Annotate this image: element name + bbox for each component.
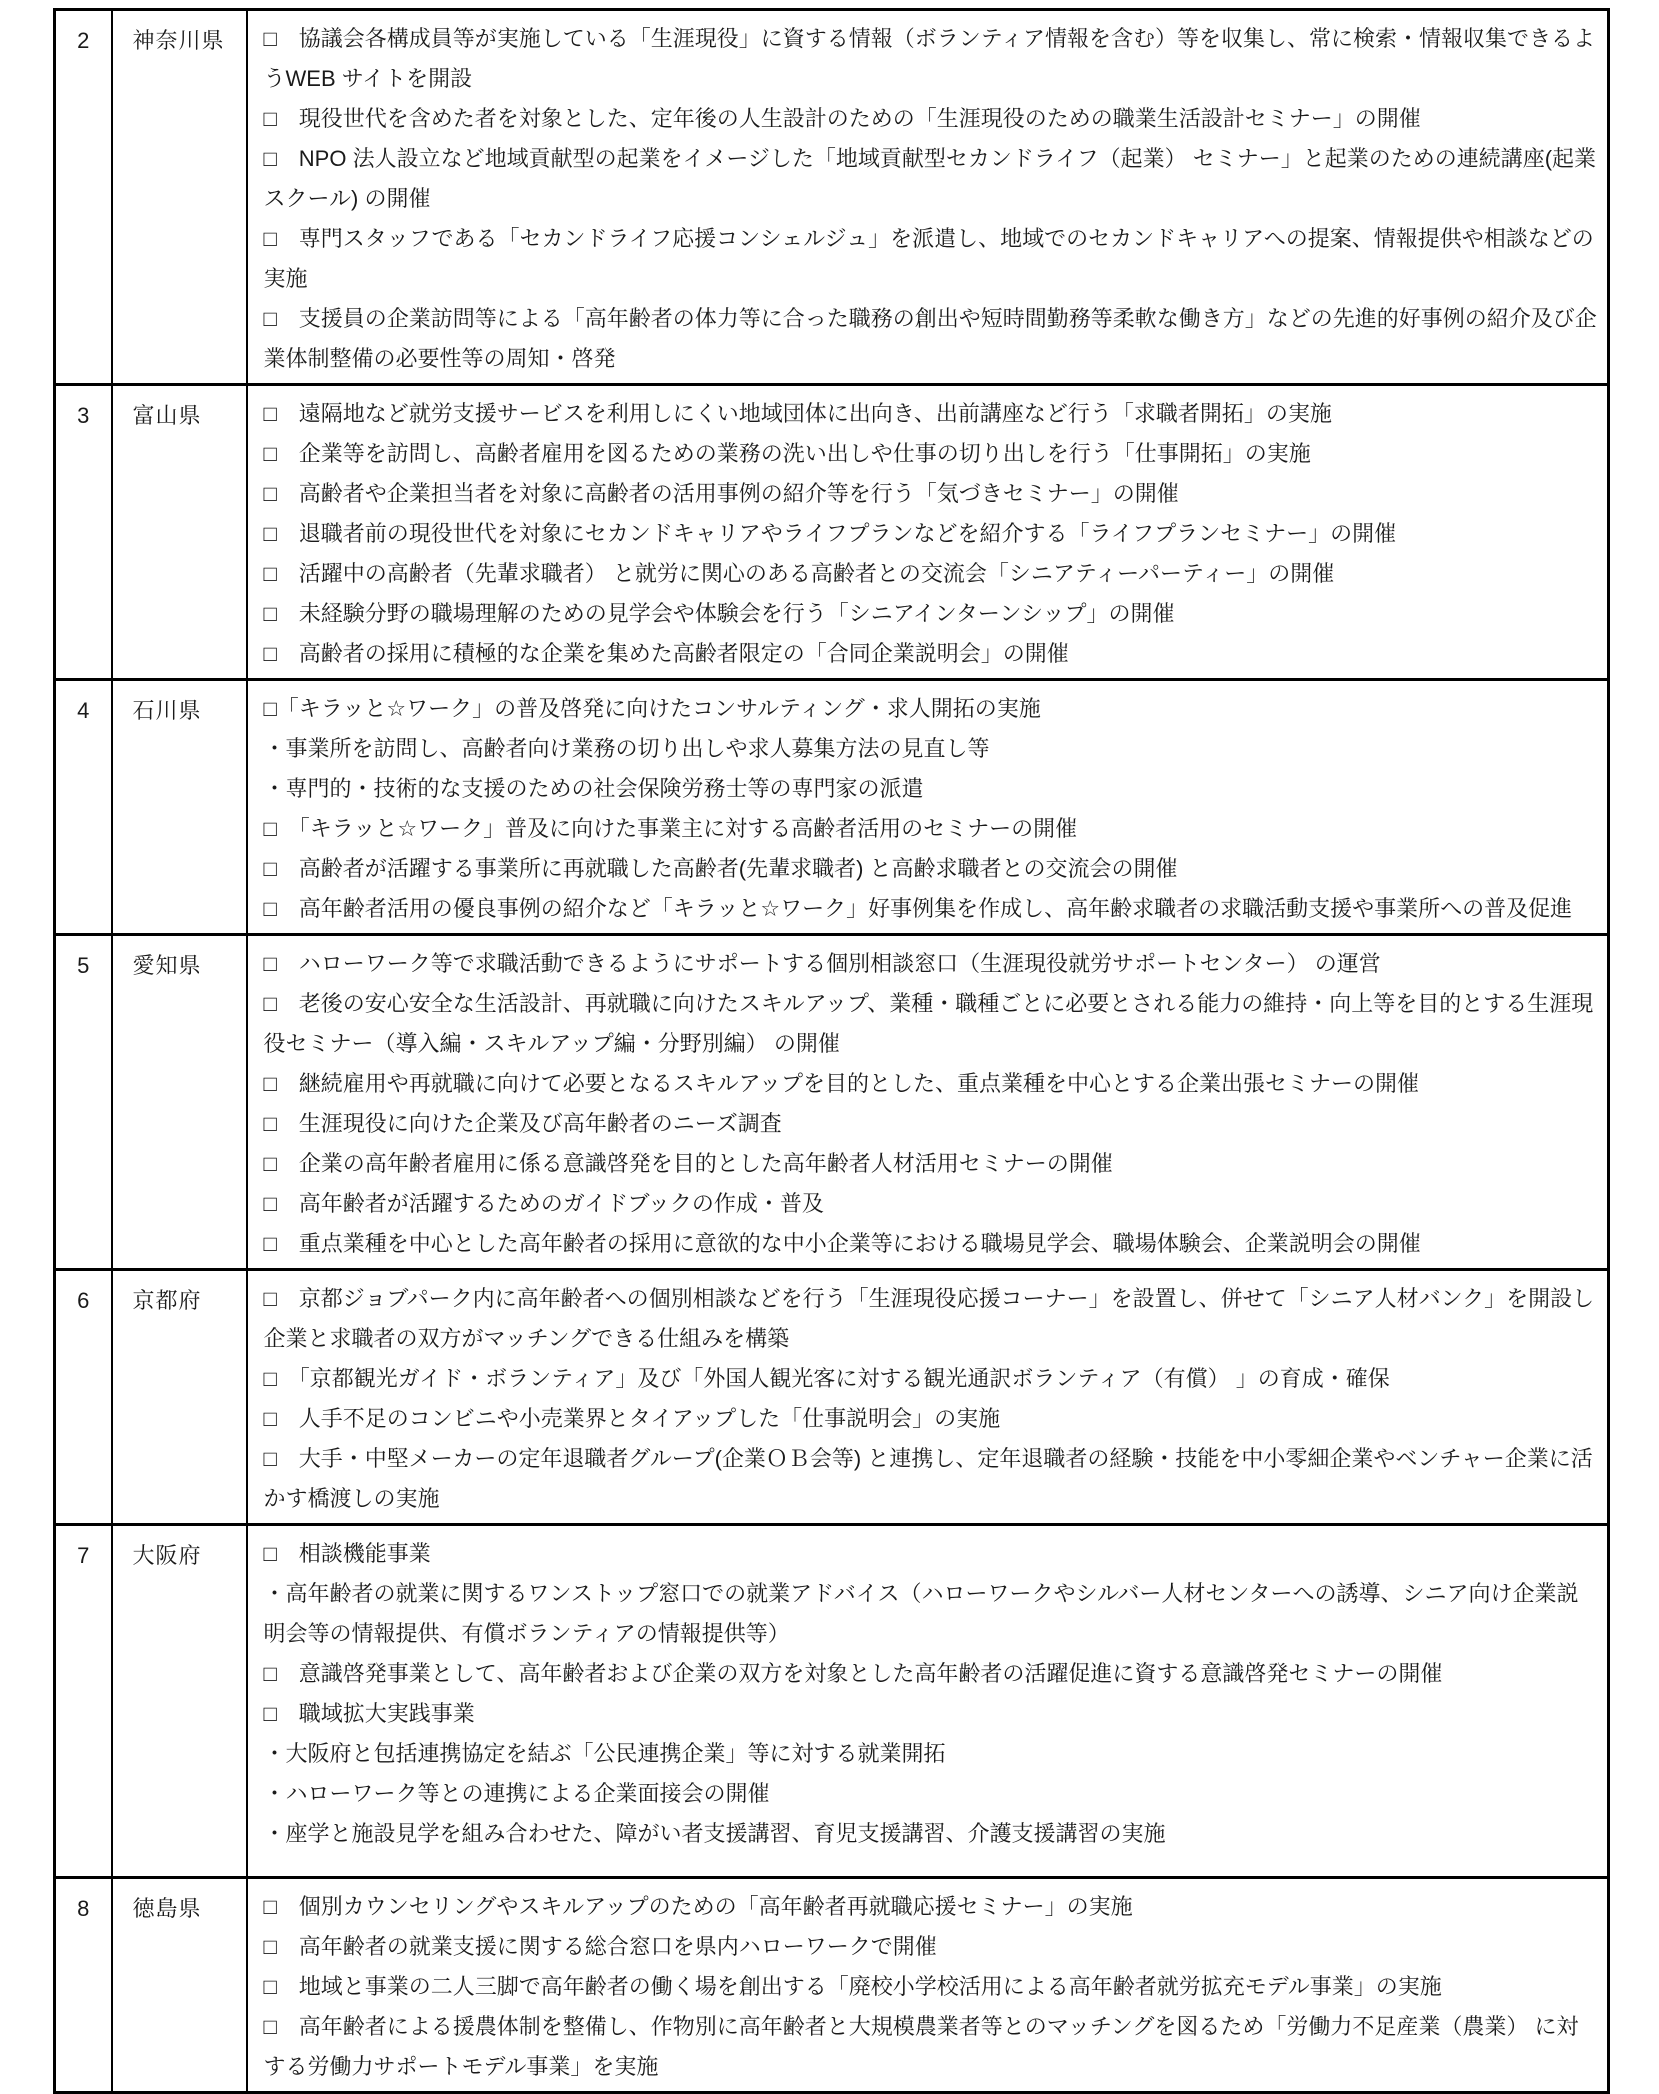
measure-item: □ 現役世代を含めた者を対象とした、定年後の人生設計のための「生涯現役のための職業生活設計セミナー」の開催 (263, 106, 1421, 131)
measure-item: □ 高年齢者が活躍するためのガイドブックの作成・普及 (263, 1191, 824, 1216)
prefecture-name: 徳島県 (112, 1878, 247, 2093)
table-row (55, 1270, 1609, 1525)
measure-item: □ 専門スタッフである「セカンドライフ応援コンシェルジュ」を派遣し、地域でのセカンドキャリアへの提案、情報提供や相談などの実施 (263, 226, 1594, 291)
measure-item: □ 高年齢者による援農体制を整備し、作物別に高年齢者と大規模農業者等とのマッチングを図るため「労働力不足産業（農業） に対する労働力サポートモデル事業」を実施 (263, 2014, 1579, 2079)
measure-item: □ ハローワーク等で求職活動できるようにサポートする個別相談窓口（生涯現役就労サポートセンター） の運営 (263, 951, 1381, 976)
measures-cell (247, 935, 1609, 1270)
prefecture-name: 石川県 (112, 680, 247, 935)
measure-item: □ 高齢者や企業担当者を対象に高齢者の活用事例の紹介等を行う「気づきセミナー」の開催 (263, 481, 1179, 506)
prefecture-table-body (55, 10, 1609, 2093)
measure-item: □ 職域拡大実践事業 (263, 1701, 475, 1726)
measure-item: □ 高年齢者活用の優良事例の紹介など「キラッと☆ワーク」好事例集を作成し、高年齢求職者の求職活動支援や事業所への普及促進 (263, 896, 1573, 921)
measure-item: □ 地域と事業の二人三脚で高年齢者の働く場を創出する「廃校小学校活用による高年齢者就労拡充モデル事業」の実施 (263, 1974, 1442, 1999)
measure-item: □ 京都ジョブパーク内に高年齢者への個別相談などを行う「生涯現役応援コーナー」を設置し、併せて「シニア人材バンク」を開設し企業と求職者の双方がマッチングできる仕組みを構築 (263, 1286, 1595, 1351)
prefecture-name: 愛知県 (112, 935, 247, 1270)
prefecture-measures-table (53, 8, 1610, 2094)
measure-item: □ 老後の安心安全な生活設計、再就職に向けたスキルアップ、業種・職種ごとに必要とされる能力の維持・向上等を目的とする生涯現役セミナー（導入編・スキルアップ編・分野別編） の開催 (263, 991, 1594, 1056)
row-number: 2 (55, 10, 112, 385)
measure-item: □ 高齢者の採用に積極的な企業を集めた高齢者限定の「合同企業説明会」の開催 (263, 641, 1069, 666)
measure-item: □ 意識啓発事業として、高年齢者および企業の双方を対象とした高年齢者の活躍促進に資する意識啓発セミナーの開催 (263, 1661, 1443, 1686)
measures-cell (247, 680, 1609, 935)
measures-cell (247, 385, 1609, 680)
row-number: 5 (55, 935, 112, 1270)
prefecture-name: 富山県 (112, 385, 247, 680)
measure-item: □ 重点業種を中心とした高年齢者の採用に意欲的な中小企業等における職場見学会、職場体験会、企業説明会の開催 (263, 1231, 1421, 1256)
measure-item: ・ハローワーク等との連携による企業面接会の開催 (263, 1781, 770, 1806)
measure-item: □ 人手不足のコンビニや小売業界とタイアップした「仕事説明会」の実施 (263, 1406, 1001, 1431)
measure-item: □ 支援員の企業訪問等による「高年齢者の体力等に合った職務の創出や短時間勤務等柔軟な働き方」などの先進的好事例の紹介及び企業体制整備の必要性等の周知・啓発 (263, 306, 1597, 371)
table-row (55, 935, 1609, 1270)
measure-item: □ 高齢者が活躍する事業所に再就職した高齢者(先輩求職者) と高齢求職者との交流会の開催 (263, 856, 1178, 881)
measure-item: □ NPO 法人設立など地域貢献型の起業をイメージした「地域貢献型セカンドライフ（起業） セミナー」と起業のための連続講座(起業スクール) の開催 (263, 146, 1597, 211)
prefecture-name: 大阪府 (112, 1525, 247, 1878)
measure-item: □ 「キラッと☆ワーク」普及に向けた事業主に対する高齢者活用のセミナーの開催 (263, 816, 1078, 841)
table-row (55, 680, 1609, 935)
table-row (55, 1525, 1609, 1878)
measures-cell (247, 1525, 1609, 1878)
measure-item: □ 生涯現役に向けた企業及び高年齢者のニーズ調査 (263, 1111, 782, 1136)
row-number: 6 (55, 1270, 112, 1525)
row-number: 8 (55, 1878, 112, 2093)
row-number: 3 (55, 385, 112, 680)
prefecture-name: 神奈川県 (112, 10, 247, 385)
table-row (55, 385, 1609, 680)
measure-item: □ 退職者前の現役世代を対象にセカンドキャリアやライフプランなどを紹介する「ライフプランセミナー」の開催 (263, 521, 1397, 546)
measure-item: □ 「京都観光ガイド・ボランティア」及び「外国人観光客に対する観光通訳ボランティア（有償） 」の育成・確保 (263, 1366, 1390, 1391)
measure-item: ・大阪府と包括連携協定を結ぶ「公民連携企業」等に対する就業開拓 (263, 1741, 946, 1766)
measure-item: ・高年齢者の就業に関するワンストップ窓口での就業アドバイス（ハローワークやシルバー人材センターへの誘導、シニア向け企業説明会等の情報提供、有償ボランティアの情報提供等） (263, 1581, 1579, 1646)
measures-cell (247, 1270, 1609, 1525)
measure-item: □ 高年齢者の就業支援に関する総合窓口を県内ハローワークで開催 (263, 1934, 937, 1959)
measure-item: □ 企業の高年齢者雇用に係る意識啓発を目的とした高年齢者人材活用セミナーの開催 (263, 1151, 1113, 1176)
row-number: 4 (55, 680, 112, 935)
measure-item: □ 相談機能事業 (263, 1541, 431, 1566)
measure-item: □ 活躍中の高齢者（先輩求職者） と就労に関心のある高齢者との交流会「シニアティーパーティー」の開催 (263, 561, 1335, 586)
table-row (55, 10, 1609, 385)
measures-cell (247, 1878, 1609, 2093)
measures-cell (247, 10, 1609, 385)
measure-item: □ 個別カウンセリングやスキルアップのための「高年齢者再就職応援セミナー」の実施 (263, 1894, 1133, 1919)
measure-item: □ 協議会各構成員等が実施している「生涯現役」に資する情報（ボランティア情報を含む）等を収集し、常に検索・情報収集できるようWEB サイトを開設 (263, 26, 1596, 91)
measure-item: □ 継続雇用や再就職に向けて必要となるスキルアップを目的とした、重点業種を中心とする企業出張セミナーの開催 (263, 1071, 1420, 1096)
measure-item: □ 企業等を訪問し、高齢者雇用を図るための業務の洗い出しや仕事の切り出しを行う「仕事開拓」の実施 (263, 441, 1311, 466)
measure-item: ・専門的・技術的な支援のための社会保険労務士等の専門家の派遣 (263, 776, 924, 801)
measure-item: □ 未経験分野の職場理解のための見学会や体験会を行う「シニアインターンシップ」の開催 (263, 601, 1175, 626)
measure-item: □「キラッと☆ワーク」の普及啓発に向けたコンサルティング・求人開拓の実施 (263, 696, 1041, 721)
measure-item: □ 大手・中堅メーカーの定年退職者グループ(企業ＯＢ会等) と連携し、定年退職者の経験・技能を中小零細企業やベンチャー企業に活かす橋渡しの実施 (263, 1446, 1593, 1511)
measure-item: ・座学と施設見学を組み合わせた、障がい者支援講習、育児支援講習、介護支援講習の実施 (263, 1821, 1166, 1846)
prefecture-name: 京都府 (112, 1270, 247, 1525)
measure-item: ・事業所を訪問し、高齢者向け業務の切り出しや求人募集方法の見直し等 (263, 736, 990, 761)
table-row (55, 1878, 1609, 2093)
measure-item: □ 遠隔地など就労支援サービスを利用しにくい地域団体に出向き、出前講座など行う「求職者開拓」の実施 (263, 401, 1332, 426)
row-number: 7 (55, 1525, 112, 1878)
